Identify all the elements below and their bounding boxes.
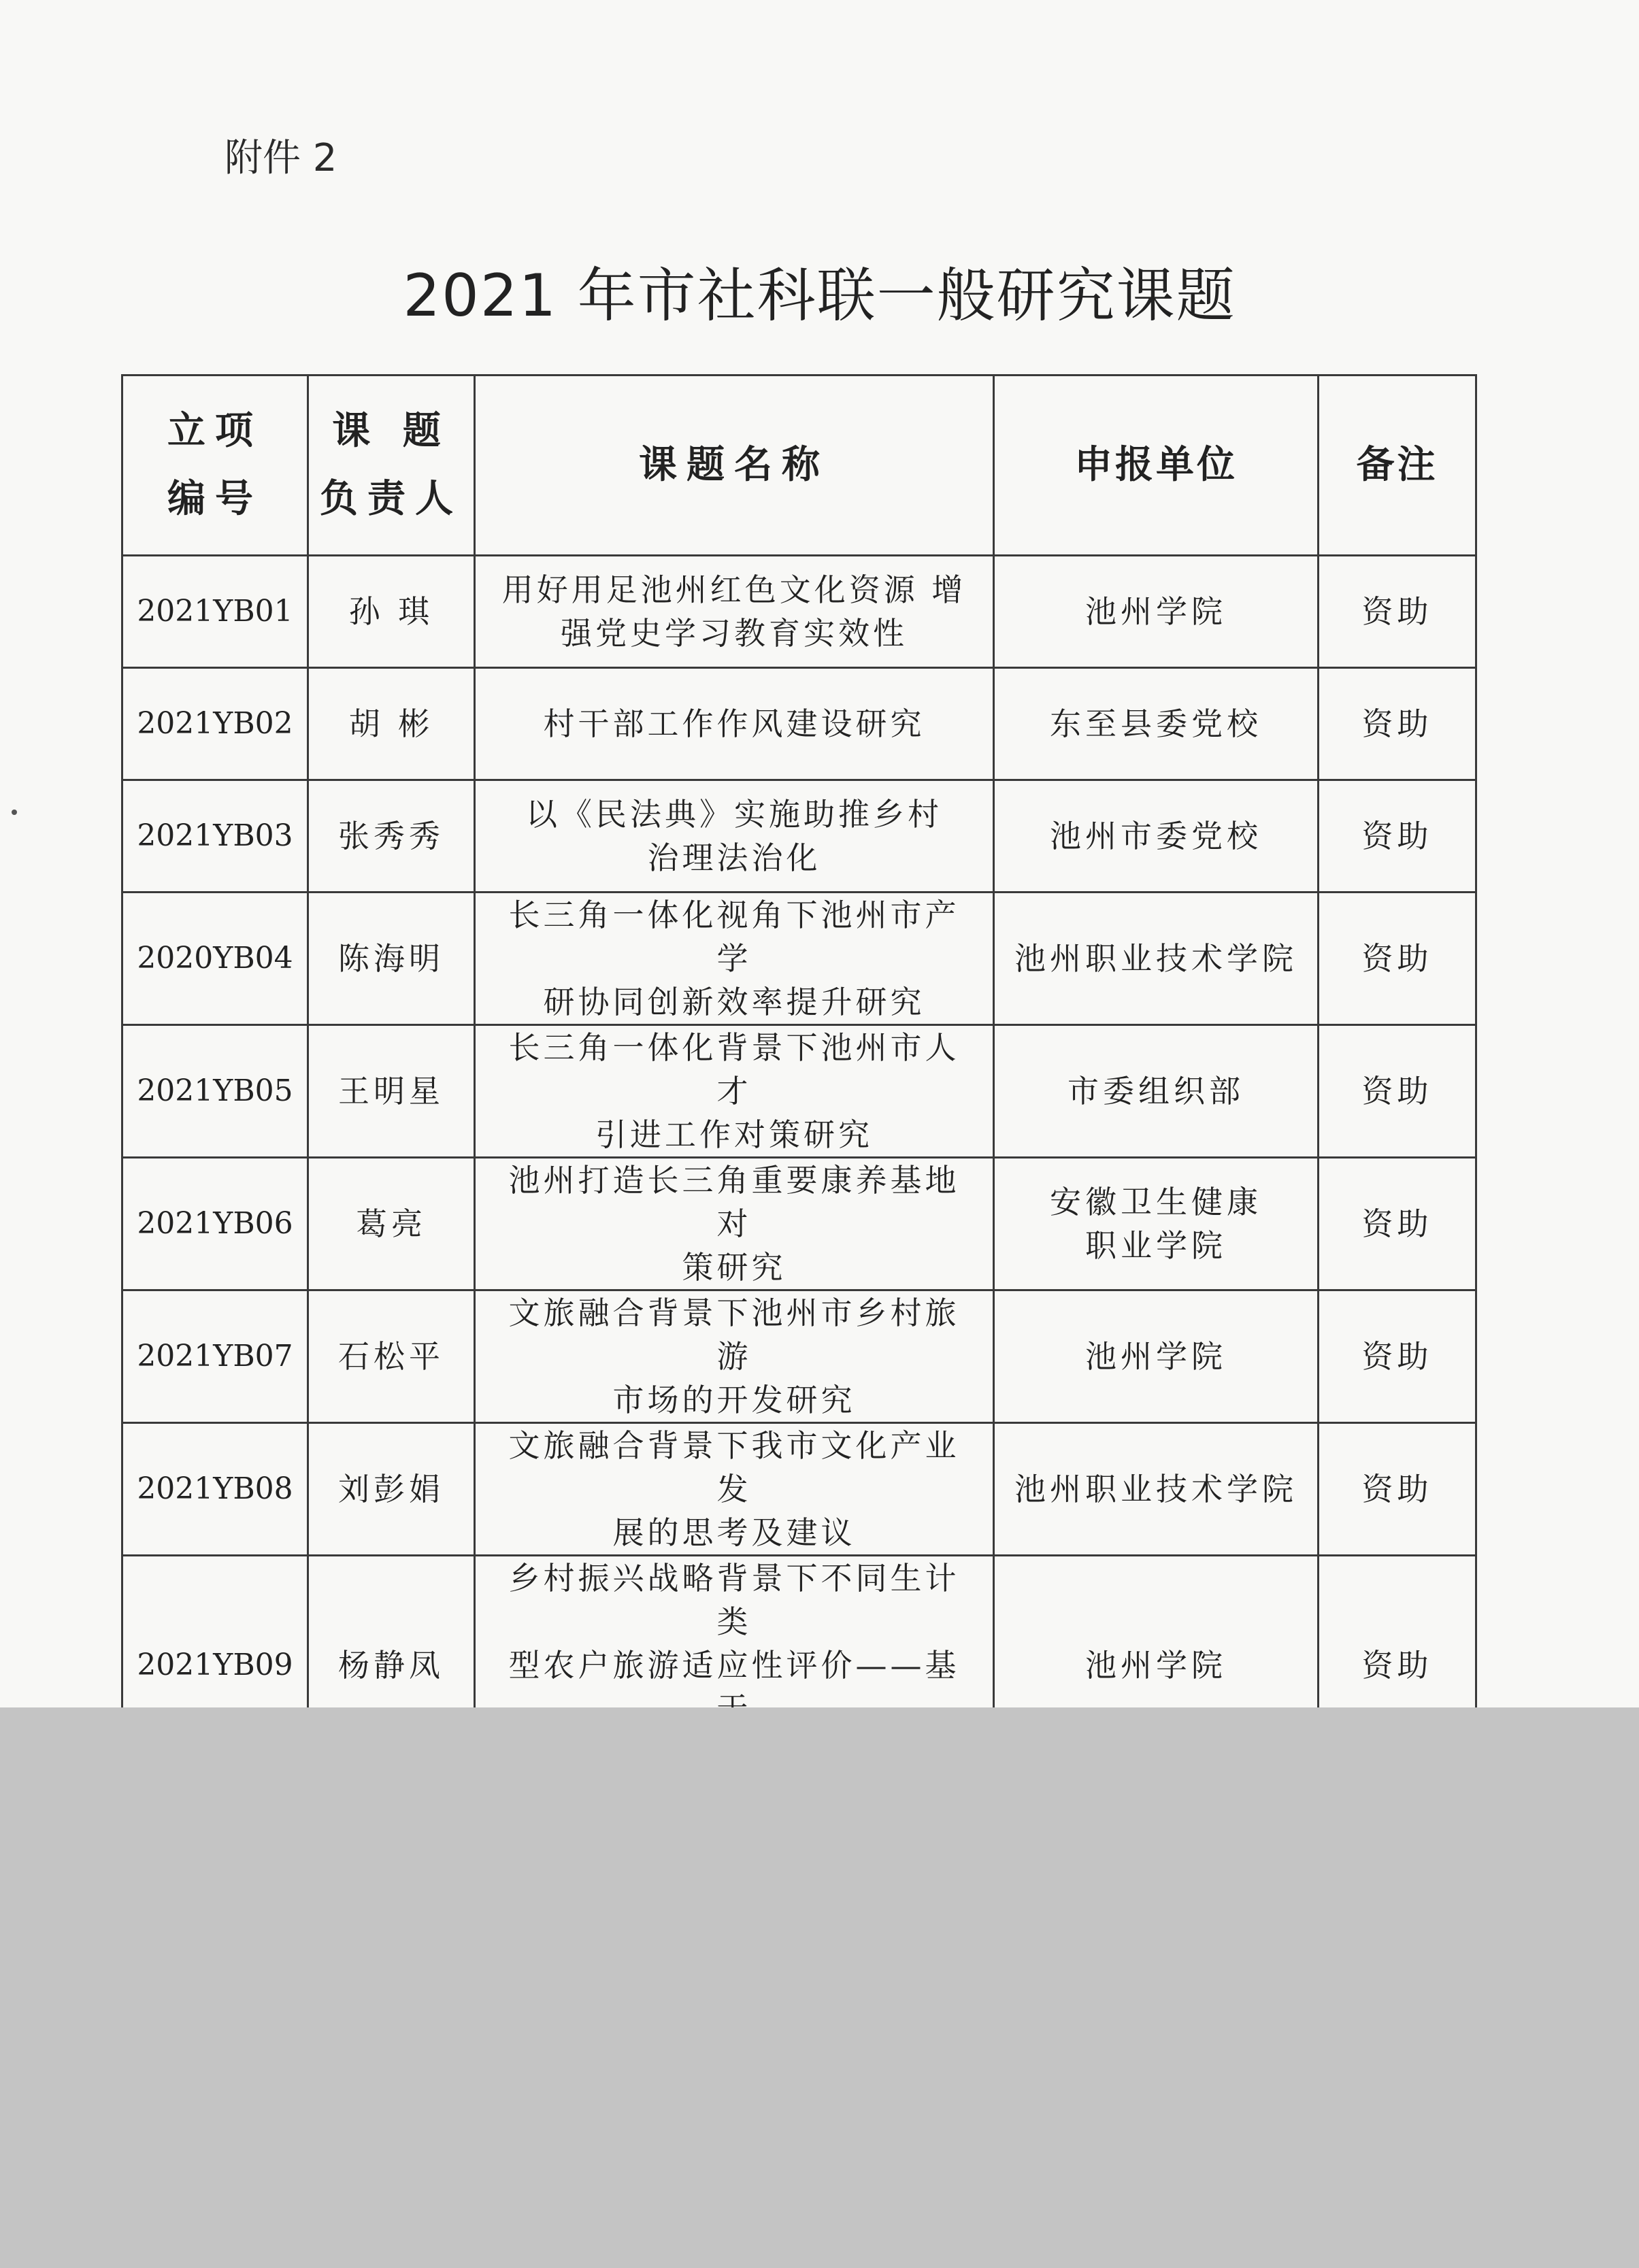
cell-line: 展的思考及建议 [612, 1514, 856, 1551]
cell-line: 池州打造长三角重要康养基地对 [508, 1162, 960, 1242]
cell-code: 2020YB04 [122, 893, 308, 1025]
cell-code: 2021YB01 [122, 556, 308, 668]
cell-note: 资助 [1319, 1423, 1476, 1556]
cell-line: 研协同创新效率提升研究 [543, 984, 925, 1020]
cell-leader: 陈海明 [308, 893, 475, 1025]
header-topic: 课题名称 [475, 376, 994, 556]
cell-line: 以《民法典》实施助推乡村 [526, 796, 942, 833]
cell-line: 策研究 [682, 1249, 787, 1286]
cell-unit [994, 1290, 1319, 1423]
cell-topic [475, 668, 994, 780]
cell-topic [475, 1290, 994, 1423]
header-code: 立项 编号 [122, 376, 308, 556]
cell-unit [994, 893, 1319, 1025]
table-header-row [122, 376, 1476, 556]
scan-speck [12, 810, 17, 815]
cell-note: 资助 [1319, 1025, 1476, 1158]
cell-line: 市委组织部 [1067, 1073, 1244, 1110]
table-row [122, 1290, 1476, 1423]
cell-topic [475, 1025, 994, 1158]
cell-code: 2021YB08 [122, 1423, 308, 1556]
cell-topic [475, 1423, 994, 1556]
table-row [122, 556, 1476, 668]
cell-line: 引进工作对策研究 [595, 1116, 873, 1153]
cell-note: 资助 [1319, 893, 1476, 1025]
cell-code: 2021YB05 [122, 1025, 308, 1158]
cell-unit [994, 1158, 1319, 1290]
cell-note: 资助 [1319, 1290, 1476, 1423]
cell-leader: 刘彭娟 [308, 1423, 475, 1556]
cell-unit [994, 668, 1319, 780]
cell-leader: 王明星 [308, 1025, 475, 1158]
cell-leader: 孙 琪 [308, 556, 475, 668]
cell-note: 资助 [1319, 780, 1476, 893]
table-row [122, 1423, 1476, 1556]
cell-leader: 葛亮 [308, 1158, 475, 1290]
cell-line: 池州学院 [1085, 1647, 1227, 1684]
cell-line: 池州职业技术学院 [1014, 940, 1297, 977]
cell-line: 池州学院 [1085, 1338, 1227, 1375]
projects-table [121, 374, 1477, 1935]
cell-line: 池州市委党校 [1050, 818, 1262, 854]
cell-unit [994, 556, 1319, 668]
cell-topic [475, 1158, 994, 1290]
cell-note: 资助 [1319, 556, 1476, 668]
table-row [122, 893, 1476, 1025]
cell-topic [475, 893, 994, 1025]
cell-leader: 杨静凤 [308, 1556, 475, 1775]
cell-line: 乡村振兴战略背景下不同生计类 [508, 1560, 960, 1640]
cell-note: 资助 [1319, 1158, 1476, 1290]
cell-code: 2021YB07 [122, 1290, 308, 1423]
cell-leader: 张秀秀 [308, 780, 475, 893]
cell-line: 文旅融合背景下我市文化产业发 [508, 1427, 960, 1507]
cell-line: 文旅融合背景下池州市乡村旅游 [508, 1295, 960, 1375]
header-unit: 申报单位 [994, 376, 1319, 556]
cell-unit [994, 1423, 1319, 1556]
cell-line: 型农户旅游适应性评价——基 [508, 1647, 960, 1684]
table-row [122, 668, 1476, 780]
cell-line: 安徽卫生健康 [1050, 1184, 1262, 1220]
table-row [122, 780, 1476, 893]
cell-line: 用好用足池州红色文化资源 增 [501, 571, 967, 608]
cell-line: 职业学院 [1085, 1227, 1227, 1264]
gray-redaction-area [0, 1707, 1639, 2268]
attachment-label: 附件 2 [225, 136, 337, 180]
cell-line: 东至县委党校 [1050, 705, 1262, 742]
cell-code: 2021YB03 [122, 780, 308, 893]
cell-line: 村干部工作作风建设研究 [543, 705, 925, 742]
cell-topic [475, 556, 994, 668]
header-note: 备注 [1319, 376, 1476, 556]
page-title: 2021 年市社科联一般研究课题 [403, 262, 1236, 330]
cell-line: 池州学院 [1085, 593, 1227, 630]
cell-line: 长三角一体化视角下池州市产学 [508, 897, 960, 977]
cell-line: 市场的开发研究 [612, 1382, 856, 1418]
cell-leader: 石松平 [308, 1290, 475, 1423]
cell-code: 2021YB09 [122, 1556, 308, 1775]
cell-line: 治理法治化 [647, 839, 821, 876]
header-leader: 课 题 负责人 [308, 376, 475, 556]
cell-line: 池州职业技术学院 [1014, 1471, 1297, 1507]
cell-leader: 胡 彬 [308, 668, 475, 780]
cell-line: 强党史学习教育实效性 [561, 615, 908, 652]
table-row [122, 1158, 1476, 1290]
cell-unit [994, 780, 1319, 893]
cell-unit [994, 1025, 1319, 1158]
cell-code: 2021YB02 [122, 668, 308, 780]
cell-topic [475, 780, 994, 893]
cell-line: 长三角一体化背景下池州市人才 [508, 1029, 960, 1110]
cell-code: 2021YB06 [122, 1158, 308, 1290]
table-row [122, 1025, 1476, 1158]
cell-note: 资助 [1319, 668, 1476, 780]
cell-note: 资助 [1319, 1556, 1476, 1775]
